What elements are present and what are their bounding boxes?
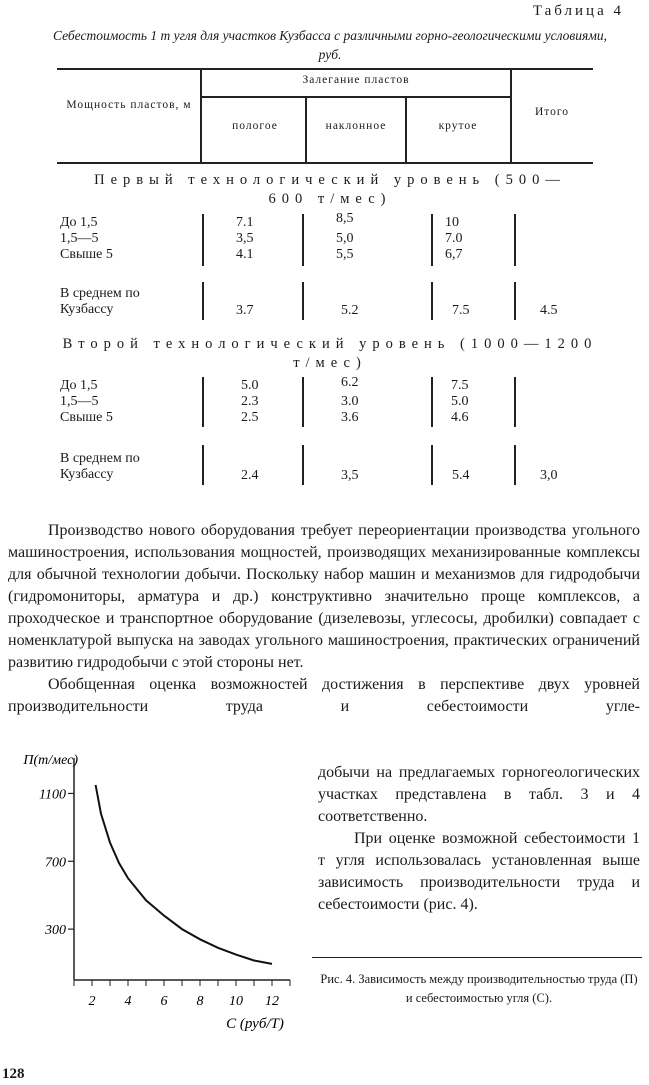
paragraph: Производство нового оборудования требует переориентации производства угольного машиностроения, использования мощностей, производящих механизированные комплексы для обычной технологии добычи. Поскольку набор машин и механизмов для гидродобычи (гидромониторы, арматура и др.) конструктивно значительно проще комплексов, а проходческое и транспортное оборудование (дизелевозы, углесосы, дробилки) совпадает с номенклатурой выпуска на заводах угольного машиностроения, практических ограничений развитию гидродобычи с этой стороны нет. xyxy=(8,522,640,671)
level1-title: Первый технологический уровень (500—600 т/мес) xyxy=(94,172,566,207)
cell-value: 4.1 xyxy=(236,247,254,262)
table-vline xyxy=(431,282,433,320)
steep-header: крутое xyxy=(438,120,478,132)
cell-value: 7.1 xyxy=(236,215,254,230)
table-vline xyxy=(514,214,516,266)
cell-value: 3,5 xyxy=(236,231,254,246)
cell-value: 7.5 xyxy=(451,378,469,393)
table-vline xyxy=(514,282,516,320)
paragraph: добычи на предлагаемых горногеологических участках представлена в табл. 3 и 4 соответственно. xyxy=(318,764,640,825)
row-label: 1,5—5 xyxy=(60,231,99,246)
y-tick-label: 300 xyxy=(45,923,66,939)
cell-value: 5.2 xyxy=(341,303,359,318)
cell-value: 6.2 xyxy=(341,375,359,390)
cell-value: 8,5 xyxy=(336,211,354,226)
x-tick-label: 12 xyxy=(265,994,279,1009)
avg-label: В среднем по Кузбассу xyxy=(60,451,140,482)
occurrence-header: Залегание пластов xyxy=(302,74,410,86)
row-label: Свыше 5 xyxy=(60,410,113,425)
cell-value: 5,5 xyxy=(336,247,354,262)
table-caption: Себестоимость 1 т угля для участков Кузбасса с различными горно-геологическими условиями, руб. xyxy=(52,28,608,62)
cell-value: 5.0 xyxy=(451,394,469,409)
thickness-header: Мощность пластов, м xyxy=(66,99,192,111)
cell-value: 6,7 xyxy=(445,247,463,262)
row-label: Свыше 5 xyxy=(60,247,113,262)
avg-label: В среднем по Кузбассу xyxy=(60,286,140,317)
table-vline xyxy=(302,377,304,427)
table-top-rule xyxy=(57,68,593,70)
cell-value: 4.5 xyxy=(540,303,558,318)
cell-value: 10 xyxy=(445,215,459,230)
cell-value: 7.0 xyxy=(445,231,463,246)
y-tick-label: 1100 xyxy=(39,787,66,803)
gentle-header: пологое xyxy=(232,120,278,132)
cell-value: 2.4 xyxy=(241,468,259,483)
page-number: 128 xyxy=(2,1066,25,1082)
x-tick-label: 6 xyxy=(160,994,168,1009)
level2-title: Второй технологический уровень (1000—1200 т/мес) xyxy=(62,336,598,371)
y-tick-label: 700 xyxy=(45,855,66,871)
x-tick-label: 2 xyxy=(88,994,96,1009)
figure-caption-rule xyxy=(312,957,642,958)
cell-value: 5.4 xyxy=(452,468,470,483)
x-axis-label: С (руб/Т) xyxy=(226,1016,284,1032)
table-number: Таблица 4 xyxy=(532,3,624,19)
table-vline xyxy=(202,445,204,485)
table-vline xyxy=(202,377,204,427)
table-vline xyxy=(202,282,204,320)
table-vline xyxy=(514,377,516,427)
paragraph: Обобщенная оценка возможностей достижения в перспективе двух уровней производительности труда и себестоимости угле- xyxy=(8,676,640,715)
figure-chart xyxy=(0,748,312,1048)
row-label: До 1,5 xyxy=(60,378,98,393)
row-label: До 1,5 xyxy=(60,215,98,230)
cell-value: 2.5 xyxy=(241,410,259,425)
table-vline xyxy=(514,445,516,485)
figure-caption: Рис. 4. Зависимость между производительностью труда (П) и себестоимостью угля (С). xyxy=(320,972,638,1005)
curve-series xyxy=(96,785,272,964)
cell-value: 4.6 xyxy=(451,410,469,425)
cell-value: 5.0 xyxy=(241,378,259,393)
table-vline xyxy=(431,214,433,266)
row-label: 1,5—5 xyxy=(60,394,99,409)
table-header-rule xyxy=(57,162,593,164)
table-vline xyxy=(431,377,433,427)
cell-value: 2.3 xyxy=(241,394,259,409)
table-vline xyxy=(302,282,304,320)
cell-value: 7.5 xyxy=(452,303,470,318)
cell-value: 3.0 xyxy=(341,394,359,409)
x-tick-label: 4 xyxy=(124,994,132,1009)
table-vline xyxy=(202,214,204,266)
x-tick-label: 8 xyxy=(196,994,204,1009)
cell-value: 3.7 xyxy=(236,303,254,318)
table-vline xyxy=(302,445,304,485)
table-vline xyxy=(302,214,304,266)
total-header: Итого xyxy=(534,106,570,118)
inclined-header: наклонное xyxy=(325,120,387,132)
paragraph: При оценке возможной себестоимости 1 т угля использовалась установленная выше зависимость производительности труда и себестоимости (рис. 4). xyxy=(318,830,640,913)
y-axis-label: П(т/мес) xyxy=(23,753,78,768)
cell-value: 5,0 xyxy=(336,231,354,246)
cell-value: 3,5 xyxy=(341,468,359,483)
x-tick-label: 10 xyxy=(229,994,243,1009)
cell-value: 3.6 xyxy=(341,410,359,425)
body-text xyxy=(318,762,640,916)
table-vline xyxy=(200,68,202,162)
body-text xyxy=(8,520,640,718)
occurrence-rule xyxy=(202,96,510,98)
cell-value: 3,0 xyxy=(540,468,558,483)
table-vline xyxy=(431,445,433,485)
